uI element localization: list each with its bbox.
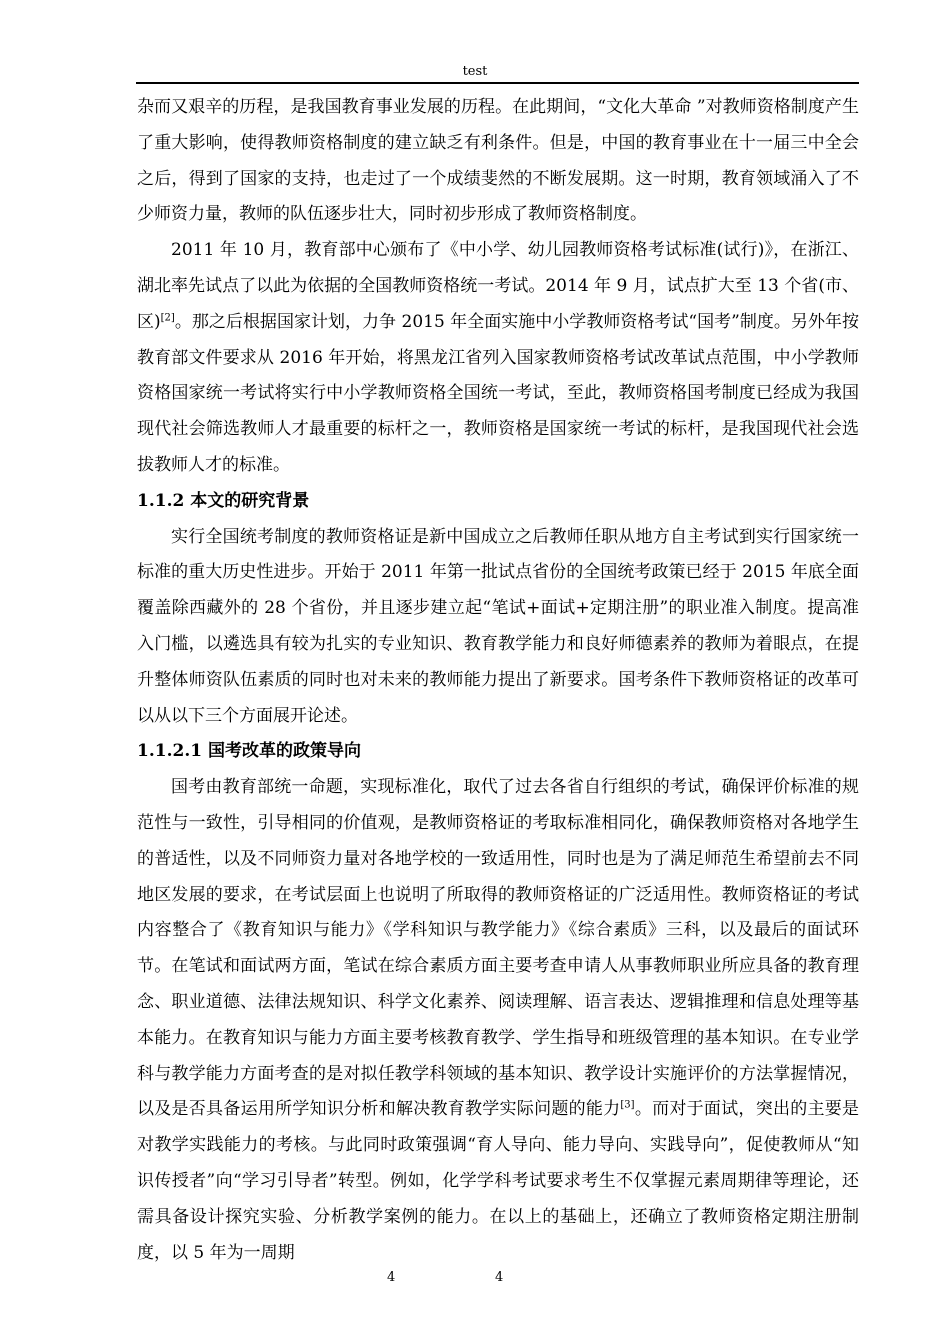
paragraph-research-background: 实行全国统考制度的教师资格证是新中国成立之后教师任职从地方自主考试到实行国家统一标准的重大历史性进步。开始于 2011 年第一批试点省份的全国统考政策已经于 2015 年底全面覆盖除西藏外的 28 个省份，并且逐步建立起“笔试+面试+定期注册”的职业准入制度。提高准入门槛，以遴选具有较为扎实的专业知识、教育教学能力和良好师德素养的教师为着眼点，在提升整体师资队伍素质的同时也对未来的教师能力提出了新要求。国考条件下教师资格证的改革可以从以下三个方面展开论述。 xyxy=(137,526,859,726)
section-heading-1-1-2-1: 1.1.2.1 国考改革的政策导向 xyxy=(137,741,361,762)
paragraph-policy-orientation xyxy=(137,770,859,1271)
paragraph-exam-pilot-part2: 。那之后根据国家计划，力争 2015 年全面实施中小学教师资格考试“国考”制度。另外年按教育部文件要求从 2016 年开始，将黑龙江省列入国家教师资格考试改革试点范围，中小学教师资格国家统一考试将实行中小学教师资格全国统一考试，至此，教师资格国考制度已经成为我国现代社会筛选教师人才最重要的标杆之一，教师资格是国家统一考试的标杆，是我国现代社会选拔教师人才的标准。 xyxy=(137,311,859,475)
paragraph-exam-pilot-part1: 2011 年 10 月，教育部中心颁布了《中小学、幼儿园教师资格考试标准(试行)》，在浙江、湖北率先试点了以此为依据的全国教师资格统一考试。2014 年 9 月，试点扩大至 13 个省(市、区) xyxy=(137,240,859,332)
citation-3: [3] xyxy=(620,1099,635,1111)
paragraph-policy-orientation-part1: 国考由教育部统一命题，实现标准化，取代了过去各省自行组织的考试，确保评价标准的规范性与一致性，引导相同的价值观，是教师资格证的考取标准相同化，确保教师资格对各地学生的普适性，以及不同师资力量对各地学校的一致适用性，同时也是为了满足师范生希望前去不同地区发展的要求，在考试层面上也说明了所取得的教师资格证的广泛适用性。教师资格证的考试内容整合了《教育知识与能力》《学科知识与教学能力》《综合素质》三科，以及最后的面试环节。在笔试和面试两方面，笔试在综合素质方面主要考查申请人从事教师职业所应具备的教育理念、职业道德、法律法规知识、科学文化素养、阅读理解、语言表达、逻辑推理和信息处理等基本能力。在教育知识与能力方面主要考核教育教学、学生指导和班级管理的基本知识。在专业学科与教学能力方面考查的是对拟任教学科领域的基本知识、教学设计实施评价的方法掌握情况，以及是否具备运用所学知识分析和解决教育教学实际问题的能力 xyxy=(137,777,859,1120)
page-header-text: test xyxy=(462,64,488,79)
document-body xyxy=(137,90,859,1271)
page-number-right: 4 xyxy=(495,1270,504,1285)
header-divider xyxy=(136,82,859,84)
paragraph-exam-pilot xyxy=(137,233,859,484)
citation-2: [2] xyxy=(160,312,175,324)
section-heading-1-1-2: 1.1.2 本文的研究背景 xyxy=(137,490,310,511)
page-number-left: 4 xyxy=(387,1270,396,1285)
paragraph-history: 杂而又艰辛的历程，是我国教育事业发展的历程。在此期间，“文化大革命 ”对教师资格制度产生了重大影响，使得教师资格制度的建立缺乏有利条件。但是，中国的教育事业在十一届三中全会之后，得到了国家的支持，也走过了一个成绩斐然的不断发展期。这一时期，教育领域涌入了不少师资力量，教师的队伍逐步壮大，同时初步形成了教师资格制度。 xyxy=(137,97,859,225)
paragraph-policy-orientation-part2: 。而对于面试，突出的主要是对教学实践能力的考核。与此同时政策强调“育人导向、能力导向、实践导向”，促使教师从“知识传授者”向“学习引导者”转型。例如，化学学科考试要求考生不仅掌握元素周期律等理论，还需具备设计探究实验、分析教学案例的能力。在以上的基础上，还确立了教师资格定期注册制度，以 5 年为一周期 xyxy=(137,1099,860,1263)
